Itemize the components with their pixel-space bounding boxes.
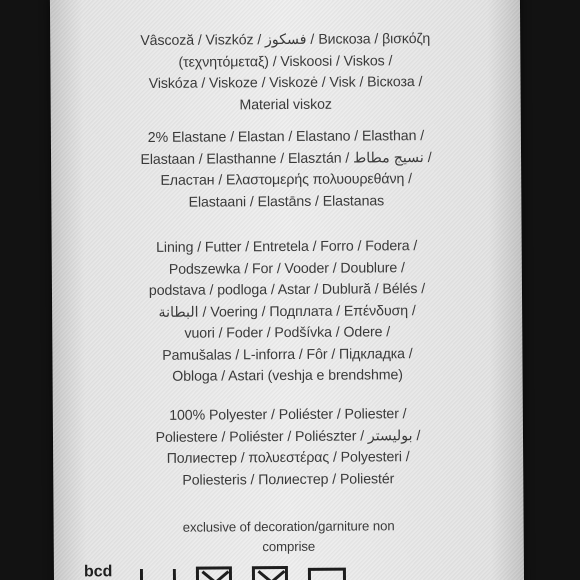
composition-line: البطانة / Voering / Подплата / Επένδυση / bbox=[158, 302, 416, 321]
composition-line: Pamušalas / L-inforra / Fôr / Підкладка / bbox=[162, 345, 413, 364]
care-symbols-row bbox=[84, 560, 504, 580]
composition-line: Obloga / Astari (veshja e brendshme) bbox=[172, 367, 403, 385]
composition-line: Podszewka / For / Vooder / Doublure / bbox=[168, 259, 405, 278]
composition-line: 2% Elastane / Elastan / Elastano / Elasthan / bbox=[147, 128, 425, 146]
composition-line: Lining / Futter / Entretela / Forro / Fodera / bbox=[156, 238, 418, 256]
composition-line: Viskóza / Viskoze / Viskozė / Visk / Віскоза / bbox=[148, 74, 423, 92]
note-line: comprise bbox=[262, 538, 316, 555]
note-line: exclusive of decoration/garniture non bbox=[182, 518, 395, 535]
composition-line: Vâscoză / Viszkóz / فسكوز / Вискоза / βισκόζη bbox=[140, 30, 431, 50]
wash-tub-icon bbox=[140, 563, 174, 580]
polyester-composition bbox=[53, 403, 524, 492]
composition-line: Elastaani / Elastāns / Elastanas bbox=[188, 192, 385, 211]
fabric-care-label bbox=[50, 0, 524, 580]
composition-line: Elastaan / Elasthanne / Elasztán / نسيج مطاط / bbox=[140, 149, 432, 168]
composition-line: Poliesteris / Полиестер / Poliestér bbox=[182, 470, 395, 489]
care-symbol-text: bcd bbox=[83, 563, 113, 580]
composition-line: Еластан / Ελαστομερής πολυουρεθάνη / bbox=[160, 171, 413, 189]
composition-line: (τεχνητόμεταξ) / Viskoosi / Viskos / bbox=[178, 52, 393, 71]
composition-line: Полиестер / πολυεστέρας / Polyesteri / bbox=[166, 449, 410, 467]
decoration-note bbox=[54, 515, 524, 558]
composition-line: Material viskoz bbox=[239, 96, 332, 113]
composition-line: 100% Polyester / Poliéster / Poliester / bbox=[169, 406, 407, 424]
viscose-composition bbox=[50, 28, 521, 117]
do-not-tumble-dry-icon bbox=[252, 562, 286, 580]
elastane-composition bbox=[51, 125, 522, 214]
lining-composition bbox=[52, 235, 523, 389]
composition-line: podstava / podloga / Astar / Dublură / Bélés / bbox=[148, 281, 426, 299]
composition-line: vuori / Foder / Podšívka / Odere / bbox=[184, 324, 391, 342]
dry-box-icon bbox=[308, 562, 342, 580]
do-not-bleach-icon bbox=[196, 562, 230, 580]
composition-line: Poliestere / Poliéster / Poliészter / بوليستر / bbox=[155, 427, 421, 446]
